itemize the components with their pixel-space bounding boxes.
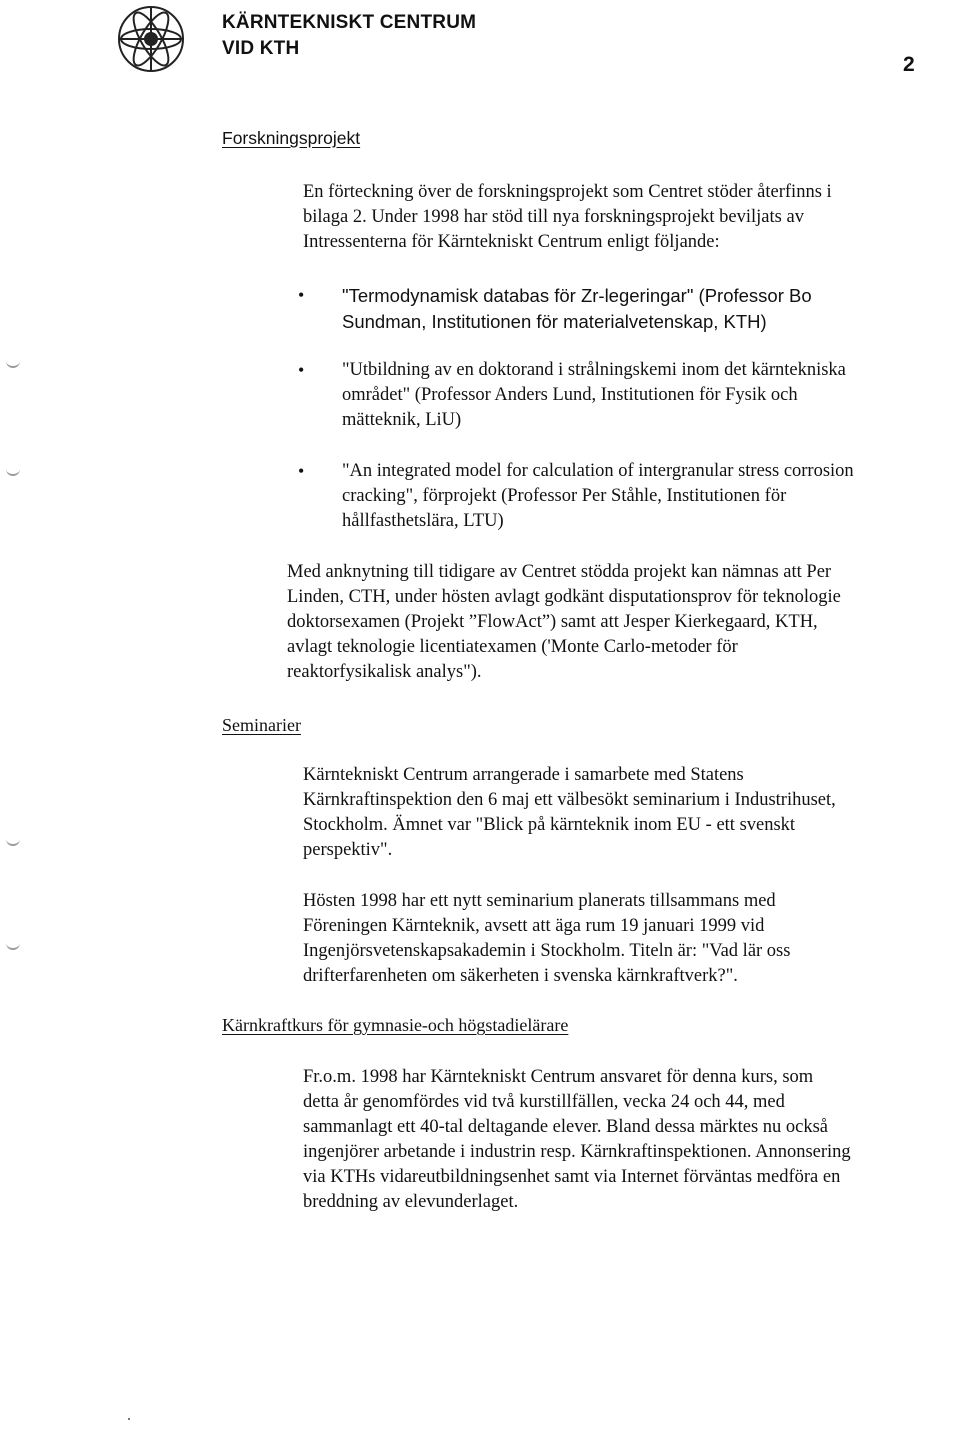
- list-item-text: "An integrated model for calculation of intergranular stress corrosion cracking", förprojekt (Professor Per Ståhle, Institutionen för hållfasthetslära, LTU): [342, 461, 854, 531]
- organization-name: [222, 10, 476, 62]
- org-line-1: KÄRNTEKNISKT CENTRUM: [222, 12, 477, 33]
- list-item-text: "Utbildning av en doktorand i strålningskemi inom det kärntekniska området" (Professor Anders Lund, Institutionen för Fysik och mätteknik, LiU): [342, 360, 846, 430]
- margin-mark: [6, 942, 20, 950]
- margin-mark: [6, 468, 20, 476]
- research-followup: Med anknytning till tidigare av Centret stödda projekt kan nämnas att Per Linden, CTH, under hösten avlagt godkänt disputationsprov för teknologie doktorsexamen (Projekt ”FlowAct”) samt att Jesper Kierkegaard, KTH, avlagt teknologie licentiatexamen ('Monte Carlo-metoder för reaktorfysikalisk analys").: [287, 562, 841, 682]
- section-heading-seminars: Seminarier: [222, 715, 301, 735]
- bullet-icon: •: [298, 461, 305, 481]
- course-paragraph: Fr.o.m. 1998 har Kärntekniskt Centrum ansvaret för denna kurs, som detta år genomfördes vid två kurstillfällen, vecka 24 och 44, med sammanlagt ett 40-tal deltagande elever. Bland dessa märktes nu också ingenjörer arbetande i industrin resp. Kärnkraftinspektionen. Annonsering via KTHs vidareutbildningsenhet samt via Internet förväntas medföra en breddning av elevunderlaget.: [303, 1067, 851, 1212]
- page-number: 2: [903, 53, 915, 76]
- bullet-icon: •: [298, 285, 305, 305]
- section-heading-course: Kärnkraftkurs för gymnasie-och högstadielärare: [222, 1015, 569, 1035]
- section-heading-research: Forskningsprojekt: [222, 128, 361, 148]
- margin-mark: [6, 360, 20, 368]
- seminars-paragraph-2: Hösten 1998 har ett nytt seminarium planerats tillsammans med Föreningen Kärnteknik, avsett att äga rum 19 januari 1999 vid Ingenjörsvetenskapsakademin i Stockholm. Titeln är: "Vad lär oss drifterfarenheten om säkerheten i svenska kärnkraftverk?".: [303, 891, 791, 986]
- margin-mark: [6, 838, 20, 846]
- list-item-text: "Termodynamisk databas för Zr-legeringar" (Professor Bo Sundman, Institutionen för materialvetenskap, KTH): [342, 285, 812, 332]
- research-intro: En förteckning över de forskningsprojekt som Centret stöder återfinns i bilaga 2. Under 1998 har stöd till nya forskningsprojekt beviljats av Intressenterna för Kärntekniskt Centrum enligt följande:: [303, 182, 832, 252]
- scan-dot: [128, 1418, 130, 1420]
- org-line-2: VID KTH: [222, 38, 300, 59]
- atom-logo-icon: [116, 4, 186, 74]
- bullet-icon: •: [298, 360, 305, 380]
- seminars-paragraph-1: Kärntekniskt Centrum arrangerade i samarbete med Statens Kärnkraftinspektion den 6 maj ett välbesökt seminarium i Industrihuset, Stockholm. Ämnet var "Blick på kärnteknik inom EU - ett svenskt perspektiv".: [303, 765, 836, 860]
